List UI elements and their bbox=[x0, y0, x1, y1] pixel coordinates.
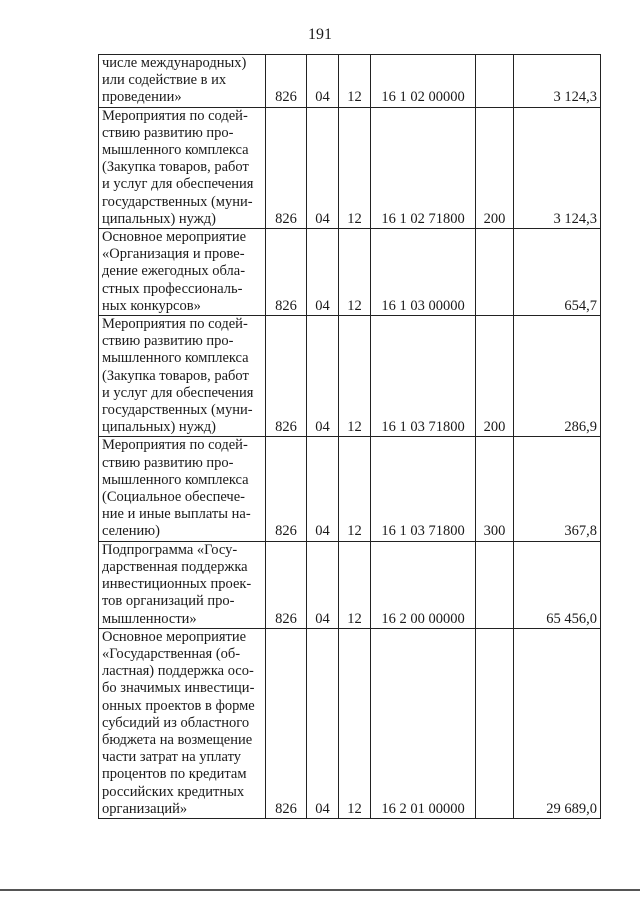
name-line: мышленности» bbox=[102, 610, 197, 627]
name-line: организаций» bbox=[102, 800, 188, 817]
name-line: дение ежегодных обла- bbox=[102, 263, 246, 280]
section-code-cell: 04 bbox=[307, 541, 339, 628]
section-code-cell: 04 bbox=[307, 107, 339, 228]
row-name-cell bbox=[99, 107, 266, 228]
name-line: мышленного комплекса bbox=[102, 350, 249, 367]
name-line: ципальных) нужд) bbox=[102, 210, 216, 227]
ministry-code-cell: 826 bbox=[266, 316, 307, 437]
name-line: Основное мероприятие bbox=[102, 229, 247, 246]
ministry-code-cell: 826 bbox=[266, 437, 307, 541]
budget-table bbox=[98, 54, 601, 819]
row-name-cell bbox=[99, 541, 266, 628]
expense-type-cell bbox=[476, 628, 514, 818]
name-line: ствию развитию про- bbox=[102, 124, 234, 141]
name-line: бюджета на возмещение bbox=[102, 731, 253, 748]
name-line: ципальных) нужд) bbox=[102, 419, 216, 436]
name-line: проведении» bbox=[102, 89, 182, 106]
name-line: ластная) поддержка осо- bbox=[102, 663, 254, 680]
amount-cell: 367,8 bbox=[514, 437, 601, 541]
row-name-cell bbox=[99, 229, 266, 316]
name-line: и услуг для обеспечения bbox=[102, 176, 254, 193]
row-name-cell bbox=[99, 628, 266, 818]
name-line: онных проектов в форме bbox=[102, 697, 255, 714]
target-article-cell: 16 1 03 71800 bbox=[371, 437, 476, 541]
name-line: бо значимых инвестици- bbox=[102, 680, 255, 697]
target-article-cell: 16 1 03 00000 bbox=[371, 229, 476, 316]
name-line: Мероприятия по содей- bbox=[102, 437, 248, 454]
expense-type-cell: 300 bbox=[476, 437, 514, 541]
subsection-code-cell: 12 bbox=[339, 229, 371, 316]
ministry-code-cell: 826 bbox=[266, 229, 307, 316]
name-line: государственных (муни- bbox=[102, 193, 253, 210]
name-line: Мероприятия по содей- bbox=[102, 107, 248, 124]
name-line: мышленного комплекса bbox=[102, 471, 249, 488]
name-line: числе международных) bbox=[102, 55, 247, 71]
table-row bbox=[99, 628, 601, 818]
name-line: российских кредитных bbox=[102, 783, 245, 800]
bottom-rule bbox=[0, 889, 640, 891]
expense-type-cell bbox=[476, 541, 514, 628]
name-line: и услуг для обеспечения bbox=[102, 384, 254, 401]
section-code-cell: 04 bbox=[307, 229, 339, 316]
subsection-code-cell: 12 bbox=[339, 316, 371, 437]
target-article-cell: 16 1 03 71800 bbox=[371, 316, 476, 437]
table-row bbox=[99, 229, 601, 316]
amount-cell: 65 456,0 bbox=[514, 541, 601, 628]
target-article-cell: 16 1 02 00000 bbox=[371, 55, 476, 108]
name-line: ние и иные выплаты на- bbox=[102, 506, 251, 523]
name-line: стных профессиональ- bbox=[102, 280, 243, 297]
section-code-cell: 04 bbox=[307, 55, 339, 108]
subsection-code-cell: 12 bbox=[339, 107, 371, 228]
name-line: Основное мероприятие bbox=[102, 628, 247, 645]
name-line: селению) bbox=[102, 523, 160, 540]
name-line: «Государственная (об- bbox=[102, 645, 241, 662]
table-row bbox=[99, 107, 601, 228]
name-line: ствию развитию про- bbox=[102, 333, 234, 350]
amount-cell: 3 124,3 bbox=[514, 107, 601, 228]
section-code-cell: 04 bbox=[307, 437, 339, 541]
name-line: мышленного комплекса bbox=[102, 142, 249, 159]
name-line: (Закупка товаров, работ bbox=[102, 159, 249, 176]
ministry-code-cell: 826 bbox=[266, 107, 307, 228]
name-line: Мероприятия по содей- bbox=[102, 316, 248, 333]
amount-cell: 286,9 bbox=[514, 316, 601, 437]
name-line: Подпрограмма «Госу- bbox=[102, 541, 238, 558]
name-line: (Социальное обеспече- bbox=[102, 489, 245, 506]
name-line: ных конкурсов» bbox=[102, 297, 201, 314]
target-article-cell: 16 2 00 00000 bbox=[371, 541, 476, 628]
table-row bbox=[99, 541, 601, 628]
ministry-code-cell: 826 bbox=[266, 628, 307, 818]
expense-type-cell: 200 bbox=[476, 107, 514, 228]
expense-type-cell bbox=[476, 55, 514, 108]
page-number: 191 bbox=[308, 26, 332, 43]
section-code-cell: 04 bbox=[307, 628, 339, 818]
name-line: государственных (муни- bbox=[102, 402, 253, 419]
name-line: субсидий из областного bbox=[102, 714, 250, 731]
subsection-code-cell: 12 bbox=[339, 55, 371, 108]
table-row bbox=[99, 316, 601, 437]
target-article-cell: 16 2 01 00000 bbox=[371, 628, 476, 818]
expense-type-cell bbox=[476, 229, 514, 316]
name-line: ствию развитию про- bbox=[102, 454, 234, 471]
target-article-cell: 16 1 02 71800 bbox=[371, 107, 476, 228]
table-row bbox=[99, 437, 601, 541]
name-line: инвестиционных проек- bbox=[102, 576, 252, 593]
ministry-code-cell: 826 bbox=[266, 55, 307, 108]
name-line: или содействие в их bbox=[102, 72, 227, 89]
amount-cell: 29 689,0 bbox=[514, 628, 601, 818]
amount-cell: 3 124,3 bbox=[514, 55, 601, 108]
row-name-cell bbox=[99, 316, 266, 437]
ministry-code-cell: 826 bbox=[266, 541, 307, 628]
row-name-cell bbox=[99, 55, 266, 108]
name-line: процентов по кредитам bbox=[102, 766, 247, 783]
name-line: части затрат на уплату bbox=[102, 749, 241, 766]
name-line: (Закупка товаров, работ bbox=[102, 367, 249, 384]
name-line: дарственная поддержка bbox=[102, 558, 248, 575]
name-line: тов организаций про- bbox=[102, 593, 235, 610]
expense-type-cell: 200 bbox=[476, 316, 514, 437]
section-code-cell: 04 bbox=[307, 316, 339, 437]
subsection-code-cell: 12 bbox=[339, 541, 371, 628]
subsection-code-cell: 12 bbox=[339, 628, 371, 818]
row-name-cell bbox=[99, 437, 266, 541]
table-row bbox=[99, 55, 601, 108]
amount-cell: 654,7 bbox=[514, 229, 601, 316]
name-line: «Организация и прове- bbox=[102, 246, 245, 263]
subsection-code-cell: 12 bbox=[339, 437, 371, 541]
